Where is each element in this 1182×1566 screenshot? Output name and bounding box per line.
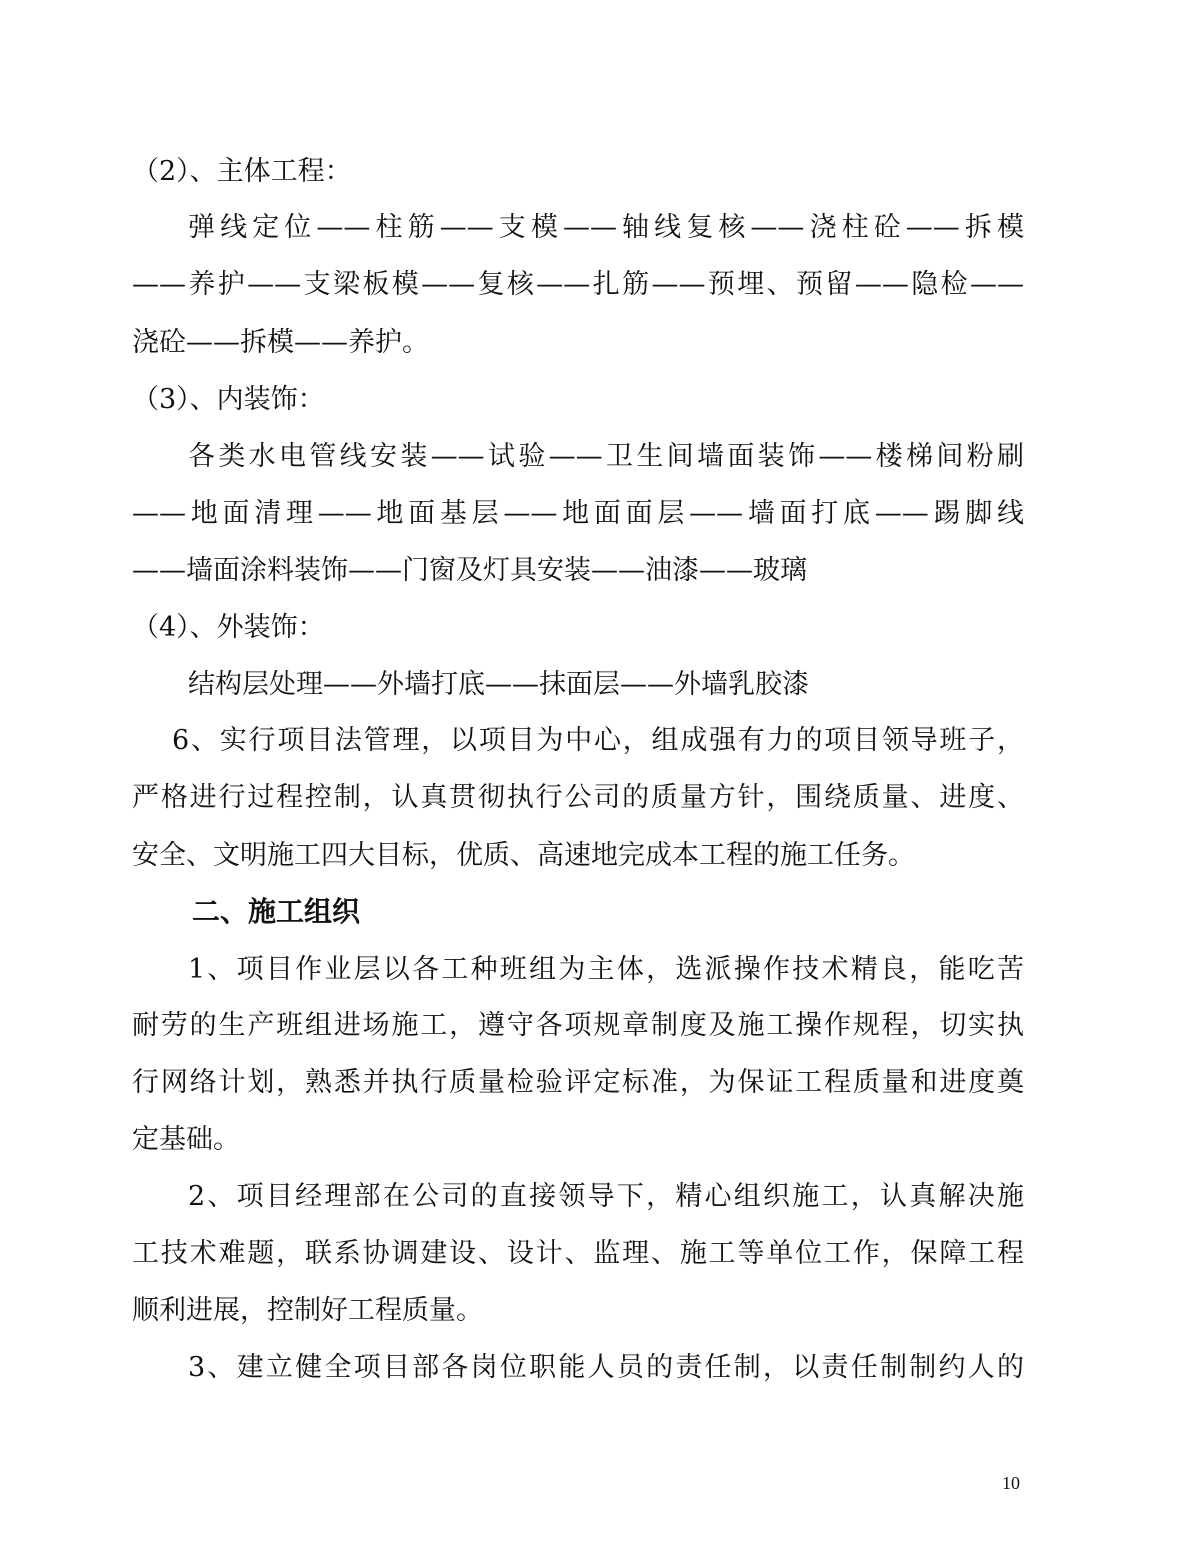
paragraph-line: 定基础。 — [132, 1124, 240, 1155]
paragraph-line: 浇砼——拆模——养护。 — [132, 327, 429, 358]
paragraph-line: ——地面清理——地面基层——地面面层——墙面打底——踢脚线 — [132, 498, 1024, 529]
paragraph-line: 结构层处理——外墙打底——抹面层——外墙乳胶漆 — [188, 669, 809, 700]
paragraph-line: 各类水电管线安装——试验——卫生间墙面装饰——楼梯间粉刷 — [188, 441, 1024, 472]
paragraph-line: 2、项目经理部在公司的直接领导下，精心组织施工，认真解决施 — [188, 1181, 1024, 1212]
paragraph-line: 安全、文明施工四大目标，优质、高速地完成本工程的施工任务。 — [132, 840, 915, 871]
section-heading-exterior: （4）、外装饰： — [132, 612, 325, 643]
paragraph-line: 6、实行项目法管理，以项目为中心，组成强有力的项目领导班子， — [172, 725, 1024, 756]
section-heading-main-structure: （2）、主体工程： — [132, 156, 352, 187]
section-heading-interior: （3）、内装饰： — [132, 384, 325, 415]
paragraph-line: 耐劳的生产班组进场施工，遵守各项规章制度及施工操作规程，切实执 — [132, 1010, 1024, 1041]
paragraph-line: 行网络计划，熟悉并执行质量检验评定标准，为保证工程质量和进度奠 — [132, 1067, 1024, 1098]
section-title-construction-organization: 二、施工组织 — [192, 895, 361, 928]
paragraph-line: 3、建立健全项目部各岗位职能人员的责任制，以责任制制约人的 — [188, 1352, 1024, 1383]
paragraph-line: 严格进行过程控制，认真贯彻执行公司的质量方针，围绕质量、进度、 — [132, 782, 1024, 813]
paragraph-line: 顺利进展，控制好工程质量。 — [132, 1295, 483, 1326]
paragraph-line: 1、项目作业层以各工种班组为主体，选派操作技术精良，能吃苦 — [188, 954, 1024, 985]
paragraph-line: 工技术难题，联系协调建设、设计、监理、施工等单位工作，保障工程 — [132, 1238, 1024, 1269]
paragraph-line: ——墙面涂料装饰——门窗及灯具安装——油漆——玻璃 — [132, 555, 807, 586]
paragraph-line: 弹线定位——柱筋——支模——轴线复核——浇柱砼——拆模 — [188, 212, 1024, 243]
paragraph-line: ——养护——支梁板模——复核——扎筋——预埋、预留——隐检—— — [132, 269, 1024, 300]
page-number: 10 — [1002, 1473, 1020, 1493]
